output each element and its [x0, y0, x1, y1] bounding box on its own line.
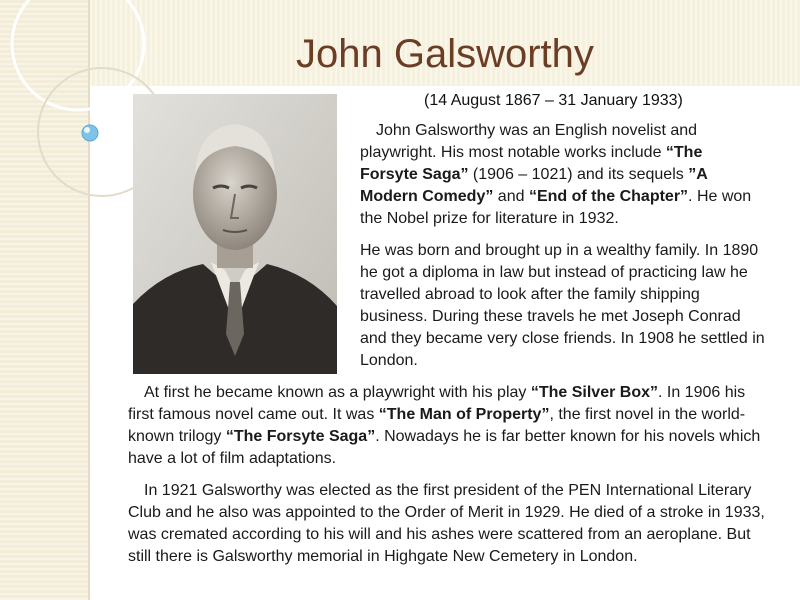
intro-text-1: John Galsworthy was an English novelist and playwright. His most notable works include	[360, 122, 698, 161]
forsyte-saga-title-2: “The Forsyte Saga”	[225, 428, 376, 445]
end-of-chapter-title: “End of the Chapter”	[528, 188, 689, 205]
paragraph-later-life: In 1921 Galsworthy was elected as the first president of the PEN International Literary Club and he also was appointed to the Order of Merit in 1929. He died of a stroke in 1933, was cremated according to his will and his ashes were scattered from an aeroplane. But still there is Galsworthy memorial in Highgate New Cemetery in London.	[128, 482, 765, 565]
paragraph-intro	[360, 120, 760, 230]
portrait-photo-icon	[133, 94, 337, 374]
career-text-4: . Nowadays he is far better known for his novels which have a lot of film adaptations.	[128, 428, 761, 467]
career-text-1: At first he became known as a playwright with his play	[144, 384, 531, 401]
blue-bubble-icon	[82, 125, 98, 141]
page-title: John Galsworthy	[296, 32, 594, 76]
career-text-2: . In 1906 his first famous novel came out. It was	[128, 384, 746, 423]
intro-text-2: (1906 – 1021) and its sequels	[468, 166, 689, 183]
paragraph-career	[128, 382, 764, 470]
intro-text-3: and	[493, 188, 529, 205]
intro-text-4: . He won the Nobel prize for literature in 1932.	[360, 188, 752, 227]
forsyte-saga-title: “The Forsyte Saga”	[360, 144, 703, 183]
man-of-property-title: “The Man of Property”	[378, 406, 550, 423]
large-decorative-ring	[12, 0, 144, 110]
silver-box-title: “The Silver Box”	[530, 384, 658, 401]
life-dates: (14 August 1867 – 31 January 1933)	[424, 92, 683, 109]
paragraph-early-life: He was born and brought up in a wealthy family. In 1890 he got a diploma in law but instead of practicing law he travelled abroad to look after the family shipping business. During these travels he met Joseph Conrad and they became very close friends. In 1908 he settled in London.	[360, 242, 765, 369]
modern-comedy-title: ”A Modern Comedy”	[360, 166, 708, 205]
career-text-3: , the first novel in the world-known trilogy	[128, 406, 746, 445]
bubble-highlight	[84, 127, 90, 133]
